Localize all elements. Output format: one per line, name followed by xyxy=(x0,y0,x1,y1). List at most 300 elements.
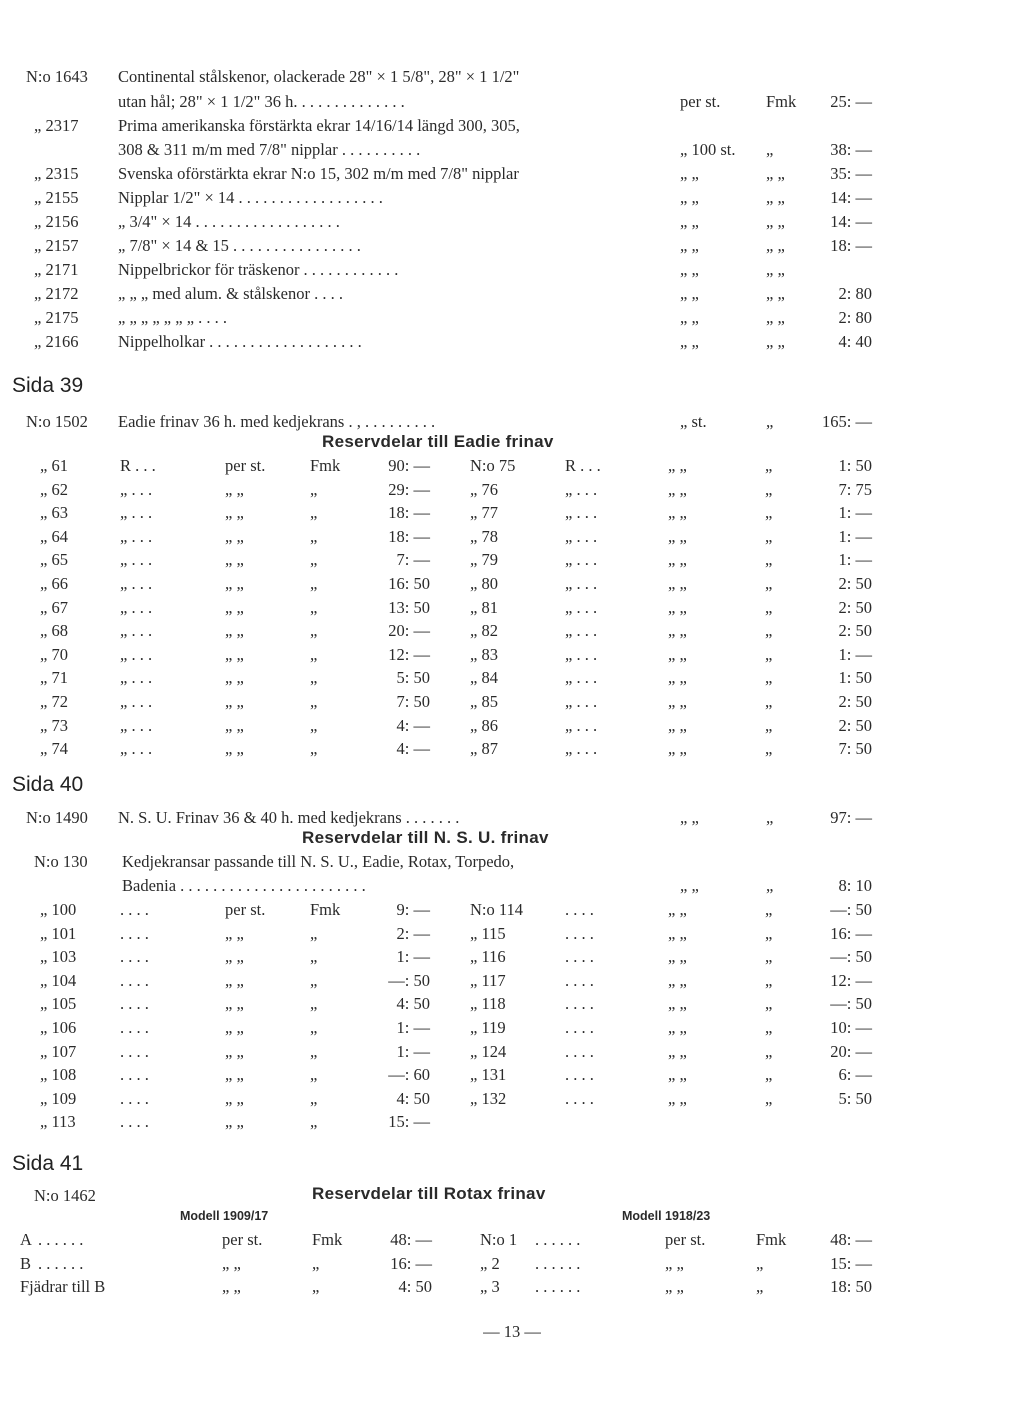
part-unit: per st. xyxy=(222,1230,263,1249)
item-number: „ 2315 xyxy=(34,164,79,183)
part-description: . . . . xyxy=(120,947,149,967)
item-description: utan hål; 28" × 1 1/2" 36 h. . . . . . . . . . . . . . xyxy=(118,92,405,111)
part-unit: per st. xyxy=(665,1230,706,1249)
part-price: 4: 50 xyxy=(396,1088,430,1108)
item-price: 14: — xyxy=(830,212,872,231)
sida40-kr-no: N:o 130 xyxy=(34,852,88,871)
part-price: 6: — xyxy=(838,1065,872,1085)
part-unit: „ „ xyxy=(668,715,687,735)
part-number: „ 105 xyxy=(40,994,77,1014)
part-number: „ 117 xyxy=(470,970,506,990)
item-price: 2: 80 xyxy=(838,284,872,303)
part-currency: „ xyxy=(765,1018,773,1037)
part-number: „ 108 xyxy=(40,1065,77,1085)
item-currency: „ „ xyxy=(766,260,785,279)
part-description: . . . . xyxy=(120,900,149,919)
item-description: 308 & 311 m/m med 7/8" nipplar . . . . . . . . . . xyxy=(118,140,421,159)
part-description: . . . . . . xyxy=(535,1230,581,1249)
part-price: 1: 50 xyxy=(838,668,872,688)
item-price: 2: 80 xyxy=(838,308,872,327)
part-price: 1: — xyxy=(838,526,872,546)
part-price: 20: — xyxy=(388,621,430,641)
part-currency: „ xyxy=(310,692,318,711)
part-number: „ 104 xyxy=(40,970,77,990)
part-unit: „ „ xyxy=(225,970,244,990)
item-description: „ 3/4" × 14 . . . . . . . . . . . . . . . . . . xyxy=(118,212,340,231)
part-currency: „ xyxy=(765,900,773,919)
item-currency: „ xyxy=(766,140,774,159)
part-price: 16: — xyxy=(830,923,872,943)
part-unit: „ „ xyxy=(668,668,687,688)
part-currency: „ xyxy=(310,597,318,617)
part-number: „ 63 xyxy=(40,503,68,523)
part-currency: „ xyxy=(310,550,318,570)
item-unit: „ „ xyxy=(680,212,699,231)
part-description: „ . . . xyxy=(120,526,153,546)
part-description: „ . . . xyxy=(565,597,598,617)
section-heading-sida-39: Sida 39 xyxy=(12,374,84,397)
page-number: — 13 — xyxy=(483,1322,541,1341)
item-price: 35: — xyxy=(830,164,872,183)
item-number: „ 2166 xyxy=(34,332,79,351)
part-unit: „ „ xyxy=(668,621,687,641)
item-description: „ „ „ „ „ „ „ . . . . xyxy=(118,308,228,327)
part-description: „ . . . xyxy=(120,597,153,617)
part-description: „ . . . xyxy=(120,668,153,688)
sida39-main-qty: „ xyxy=(766,412,774,431)
item-number: „ 2317 xyxy=(34,116,79,135)
part-description: . . . . xyxy=(120,1088,149,1108)
part-currency: „ xyxy=(310,1065,318,1085)
part-unit: „ „ xyxy=(225,479,244,499)
part-currency: „ xyxy=(310,644,318,664)
part-description: . . . . xyxy=(565,1065,594,1085)
part-unit: „ „ xyxy=(668,503,687,523)
item-number: „ 2175 xyxy=(34,308,79,327)
part-currency: „ xyxy=(765,692,773,711)
part-price: 16: — xyxy=(390,1253,432,1273)
part-description: „ . . . xyxy=(565,692,598,711)
part-currency: „ xyxy=(765,526,773,546)
part-price: 1: — xyxy=(838,644,872,664)
part-number: „ 68 xyxy=(40,621,68,641)
section-heading-sida-40: Sida 40 xyxy=(12,773,84,796)
part-unit: „ „ xyxy=(668,479,687,499)
part-price: 15: — xyxy=(388,1112,430,1132)
part-currency: „ xyxy=(310,1112,318,1132)
part-number: „ 81 xyxy=(470,597,498,617)
sida40-main-qty: „ xyxy=(766,808,774,827)
part-number: „ 82 xyxy=(470,621,498,641)
item-currency: „ „ xyxy=(766,284,785,303)
part-number: „ 77 xyxy=(470,503,498,523)
part-description: „ . . . xyxy=(565,715,598,735)
item-price: 38: — xyxy=(830,140,872,159)
sida41-main-no: N:o 1462 xyxy=(34,1186,96,1205)
part-unit: „ „ xyxy=(668,1018,687,1037)
part-currency: Fmk xyxy=(310,900,341,919)
part-description: „ . . . xyxy=(565,644,598,664)
part-description: „ . . . xyxy=(120,621,153,641)
part-unit: „ „ xyxy=(225,1088,244,1108)
part-number: N:o 1 xyxy=(480,1230,518,1249)
part-price: 12: — xyxy=(830,970,872,990)
part-number: „ 103 xyxy=(40,947,77,967)
part-unit: „ „ xyxy=(225,1065,244,1085)
part-number: B xyxy=(20,1253,32,1273)
part-unit: „ „ xyxy=(225,715,244,735)
part-price: 1: — xyxy=(838,550,872,570)
part-unit: „ „ xyxy=(668,550,687,570)
part-unit: „ „ xyxy=(668,923,687,943)
part-currency: „ xyxy=(765,994,773,1014)
part-currency: „ xyxy=(310,1088,318,1108)
part-currency: „ xyxy=(765,1088,773,1108)
part-unit: „ „ xyxy=(225,1112,244,1132)
sida41-model-right: Modell 1918/23 xyxy=(622,1209,711,1223)
part-price: 7: 50 xyxy=(396,692,430,711)
part-description: „ . . . xyxy=(565,739,598,759)
sida40-main-no: N:o 1490 xyxy=(26,808,88,827)
part-description: „ . . . xyxy=(120,574,153,593)
part-description: „ . . . xyxy=(565,503,598,523)
part-number: N:o 114 xyxy=(470,900,524,919)
sida39-main-desc: Eadie frinav 36 h. med kedjekrans . , . . . . . . . . . xyxy=(118,412,436,431)
item-description: Nippelholkar . . . . . . . . . . . . . . . . . . . xyxy=(118,332,362,351)
part-price: 1: — xyxy=(396,1041,430,1061)
item-description: Nipplar 1/2" × 14 . . . . . . . . . . . . . . . . . . xyxy=(118,188,383,207)
part-number: „ 87 xyxy=(470,739,498,759)
part-unit: „ „ xyxy=(225,1018,244,1037)
part-description: . . . . . . xyxy=(535,1253,581,1273)
part-price: 16: 50 xyxy=(388,574,430,593)
part-number: „ 119 xyxy=(470,1018,506,1037)
item-unit: per st. xyxy=(680,92,721,111)
item-unit: „ 100 st. xyxy=(680,140,736,159)
part-unit: „ „ xyxy=(225,550,244,570)
part-unit: „ „ xyxy=(668,739,687,759)
part-currency: „ xyxy=(765,739,773,759)
item-number: „ 2155 xyxy=(34,188,79,207)
part-description: . . . . xyxy=(565,900,594,919)
part-number: „ 61 xyxy=(40,456,68,475)
part-description: „ . . . xyxy=(120,503,153,523)
part-currency: „ xyxy=(756,1253,764,1273)
part-description: R . . . xyxy=(565,456,601,475)
part-currency: „ xyxy=(310,970,318,990)
item-description: „ 7/8" × 14 & 15 . . . . . . . . . . . . . . . . xyxy=(118,236,361,255)
item-number: „ 2157 xyxy=(34,236,79,255)
item-currency: „ „ xyxy=(766,308,785,327)
part-price: 18: 50 xyxy=(830,1277,872,1297)
sida41-subheading: Reservdelar till Rotax frinav xyxy=(312,1184,546,1203)
part-currency: „ xyxy=(310,479,318,499)
part-description: . . . . xyxy=(565,947,594,967)
part-description: . . . . xyxy=(565,1088,594,1108)
part-price: 2: 50 xyxy=(838,574,872,593)
part-currency: „ xyxy=(765,621,773,641)
item-unit: „ „ xyxy=(680,332,699,351)
part-number: „ 132 xyxy=(470,1088,507,1108)
part-price: —: 60 xyxy=(388,1065,430,1085)
part-price: —: 50 xyxy=(830,900,872,919)
part-currency: „ xyxy=(310,994,318,1014)
item-currency: „ „ xyxy=(766,164,785,183)
item-unit: „ „ xyxy=(680,164,699,183)
part-price: 7: 75 xyxy=(838,479,872,499)
part-price: 2: 50 xyxy=(838,715,872,735)
item-description: „ „ „ med alum. & stålskenor . . . . xyxy=(118,284,343,303)
part-number: „ 86 xyxy=(470,715,498,735)
part-currency: „ xyxy=(310,739,318,759)
part-number: „ 115 xyxy=(470,923,506,943)
part-price: 1: — xyxy=(396,1018,430,1037)
part-unit: „ „ xyxy=(225,644,244,664)
part-description: . . . . xyxy=(120,970,149,990)
part-unit: „ „ xyxy=(225,947,244,967)
part-price: 1: — xyxy=(396,947,430,967)
item-currency: Fmk xyxy=(766,92,797,111)
sida40-kr-unit: „ „ xyxy=(680,876,699,895)
part-price: 2: 50 xyxy=(838,597,872,617)
sida41-model-left: Modell 1909/17 xyxy=(180,1209,269,1223)
part-description: . . . . xyxy=(565,1041,594,1061)
part-price: 1: — xyxy=(838,503,872,523)
part-number: „ 71 xyxy=(40,668,68,688)
part-unit: „ „ xyxy=(222,1253,241,1273)
part-currency: „ xyxy=(310,923,318,943)
part-description: . . . . xyxy=(120,994,149,1014)
part-number: „ 85 xyxy=(470,692,498,711)
item-currency: „ „ xyxy=(766,188,785,207)
part-number: „ 73 xyxy=(40,715,68,735)
part-price: —: 50 xyxy=(830,947,872,967)
part-description: . . . . xyxy=(120,1041,149,1061)
part-price: 13: 50 xyxy=(388,597,430,617)
item-unit: „ „ xyxy=(680,260,699,279)
item-number: „ 2156 xyxy=(34,212,79,231)
item-number: „ 2172 xyxy=(34,284,79,303)
part-price: 90: — xyxy=(388,456,430,475)
section-heading-sida-41: Sida 41 xyxy=(12,1152,84,1175)
part-number: „ 113 xyxy=(40,1112,76,1132)
part-price: —: 50 xyxy=(830,994,872,1014)
part-unit: „ „ xyxy=(225,692,244,711)
part-price: 4: — xyxy=(396,739,430,759)
part-number: „ 76 xyxy=(470,479,498,499)
part-unit: „ „ xyxy=(225,574,244,593)
part-number: „ 131 xyxy=(470,1065,507,1085)
part-currency: „ xyxy=(765,644,773,664)
part-description: „ . . . xyxy=(120,550,153,570)
part-price: 18: — xyxy=(388,526,430,546)
part-number: „ 79 xyxy=(470,550,498,570)
part-number: „ 78 xyxy=(470,526,498,546)
part-description: . . . . . . xyxy=(38,1230,84,1249)
sida40-kr-desc-1: Kedjekransar passande till N. S. U., Eadie, Rotax, Torpedo, xyxy=(122,852,515,871)
part-number: A xyxy=(20,1230,32,1249)
item-description: Svenska oförstärkta ekrar N:o 15, 302 m/m med 7/8" nipplar xyxy=(118,164,519,183)
part-unit: „ „ xyxy=(668,574,687,593)
part-number: „ 118 xyxy=(470,994,506,1014)
part-unit: „ „ xyxy=(668,692,687,711)
part-currency: „ xyxy=(765,479,773,499)
part-currency: Fmk xyxy=(756,1230,787,1249)
part-unit: „ „ xyxy=(222,1277,241,1297)
part-unit: „ „ xyxy=(668,597,687,617)
part-price: 15: — xyxy=(830,1253,872,1273)
part-unit: per st. xyxy=(225,456,266,475)
part-unit: „ „ xyxy=(225,503,244,523)
item-price: 4: 40 xyxy=(838,332,872,351)
part-price: 7: — xyxy=(396,550,430,570)
part-number: N:o 75 xyxy=(470,456,516,475)
part-description: . . . . xyxy=(120,1112,149,1132)
part-currency: „ xyxy=(765,456,773,475)
sida39-main-price: 165: — xyxy=(822,412,872,431)
part-currency: „ xyxy=(310,1018,318,1037)
part-unit: „ „ xyxy=(225,1041,244,1061)
part-price: 5: 50 xyxy=(838,1088,872,1108)
part-price: 29: — xyxy=(388,479,430,499)
part-description: „ . . . xyxy=(565,668,598,688)
part-price: 5: 50 xyxy=(396,668,430,688)
item-number: „ 2171 xyxy=(34,260,79,279)
part-currency: „ xyxy=(310,503,318,523)
sida40-kr-desc-2: Badenia . . . . . . . . . . . . . . . . . . . . . . . xyxy=(122,876,366,895)
part-number: „ 67 xyxy=(40,597,68,617)
part-currency: „ xyxy=(312,1277,320,1297)
item-price: 18: — xyxy=(830,236,872,255)
part-number: „ 72 xyxy=(40,692,68,711)
part-unit: „ „ xyxy=(668,1088,687,1108)
part-description: „ . . . xyxy=(565,526,598,546)
part-currency: „ xyxy=(765,574,773,593)
part-currency: „ xyxy=(765,1065,773,1085)
part-price: 20: — xyxy=(830,1041,872,1061)
part-unit: per st. xyxy=(225,900,266,919)
part-price: 10: — xyxy=(830,1018,872,1037)
item-number: N:o 1643 xyxy=(26,67,88,86)
part-number: „ 106 xyxy=(40,1018,77,1037)
part-price: 12: — xyxy=(388,644,430,664)
part-unit: „ „ xyxy=(668,526,687,546)
item-currency: „ „ xyxy=(766,212,785,231)
part-currency: „ xyxy=(310,715,318,735)
sida40-main-unit: „ „ xyxy=(680,808,699,827)
sida40-kr-price: 8: 10 xyxy=(838,876,872,895)
part-description: . . . . xyxy=(120,1018,149,1037)
part-description: . . . . xyxy=(565,994,594,1014)
part-number: „ 109 xyxy=(40,1088,77,1108)
item-unit: „ „ xyxy=(680,188,699,207)
item-description: Nippelbrickor för träskenor . . . . . . . . . . . . xyxy=(118,260,399,279)
part-price: 2: 50 xyxy=(838,692,872,711)
sida40-main-desc: N. S. U. Frinav 36 & 40 h. med kedjekrans . . . . . . . xyxy=(118,808,460,827)
part-unit: „ „ xyxy=(668,1041,687,1061)
part-currency: „ xyxy=(310,947,318,967)
part-currency: „ xyxy=(765,503,773,523)
part-number: Fjädrar till B xyxy=(20,1277,106,1297)
part-price: 7: 50 xyxy=(838,739,872,759)
part-price: 2: 50 xyxy=(838,621,872,641)
part-description: . . . . xyxy=(565,923,594,943)
part-currency: „ xyxy=(765,1041,773,1061)
part-description: „ . . . xyxy=(120,692,153,711)
sida40-kr-qty: „ xyxy=(766,876,774,895)
part-unit: „ „ xyxy=(668,900,687,919)
part-price: 1: 50 xyxy=(838,456,872,475)
part-number: „ 70 xyxy=(40,644,68,664)
part-currency: „ xyxy=(765,923,773,943)
part-currency: „ xyxy=(765,550,773,570)
part-unit: „ „ xyxy=(668,644,687,664)
part-unit: „ „ xyxy=(225,526,244,546)
part-number: „ 62 xyxy=(40,479,68,499)
part-unit: „ „ xyxy=(665,1253,684,1273)
part-number: „ 64 xyxy=(40,526,68,546)
part-currency: „ xyxy=(310,574,318,593)
part-unit: „ „ xyxy=(225,597,244,617)
item-price: 14: — xyxy=(830,188,872,207)
part-description: R . . . xyxy=(120,456,156,475)
part-currency: „ xyxy=(765,947,773,967)
part-price: 48: — xyxy=(390,1230,432,1249)
part-number: „ 116 xyxy=(470,947,506,967)
item-price: 25: — xyxy=(830,92,872,111)
part-number: „ 101 xyxy=(40,923,77,943)
part-currency: „ xyxy=(310,526,318,546)
part-unit: „ „ xyxy=(225,923,244,943)
part-currency: „ xyxy=(765,668,773,688)
item-unit: „ „ xyxy=(680,308,699,327)
part-price: 48: — xyxy=(830,1230,872,1249)
sida40-subheading: Reservdelar till N. S. U. frinav xyxy=(302,828,549,847)
part-description: „ . . . xyxy=(120,479,153,499)
part-currency: „ xyxy=(312,1253,320,1273)
part-description: „ . . . xyxy=(565,574,598,593)
part-unit: „ „ xyxy=(225,621,244,641)
part-number: „ 83 xyxy=(470,644,498,664)
part-currency: „ xyxy=(310,1041,318,1061)
part-price: 4: — xyxy=(396,715,430,735)
part-price: —: 50 xyxy=(388,970,430,990)
item-unit: „ „ xyxy=(680,236,699,255)
part-unit: „ „ xyxy=(668,994,687,1014)
part-currency: „ xyxy=(310,668,318,688)
part-unit: „ „ xyxy=(668,456,687,475)
sida39-main-no: N:o 1502 xyxy=(26,412,88,431)
part-price: 4: 50 xyxy=(396,994,430,1014)
part-price: 18: — xyxy=(388,503,430,523)
part-price: 9: — xyxy=(396,900,430,919)
part-number: „ 74 xyxy=(40,739,68,759)
part-description: „ . . . xyxy=(120,644,153,664)
part-currency: „ xyxy=(765,970,773,990)
item-description: Continental stålskenor, olackerade 28" × 1 5/8", 28" × 1 1/2" xyxy=(118,67,520,86)
part-currency: „ xyxy=(310,621,318,641)
sida39-subheading: Reservdelar till Eadie frinav xyxy=(322,432,554,451)
item-currency: „ „ xyxy=(766,332,785,351)
part-number: „ 2 xyxy=(480,1253,500,1273)
part-description: „ . . . xyxy=(565,479,598,499)
part-price: 2: — xyxy=(396,923,430,943)
part-number: „ 3 xyxy=(480,1277,500,1297)
sida40-main-price: 97: — xyxy=(830,808,872,827)
part-number: „ 84 xyxy=(470,668,498,688)
part-price: 4: 50 xyxy=(398,1277,432,1297)
part-description: . . . . xyxy=(565,970,594,990)
